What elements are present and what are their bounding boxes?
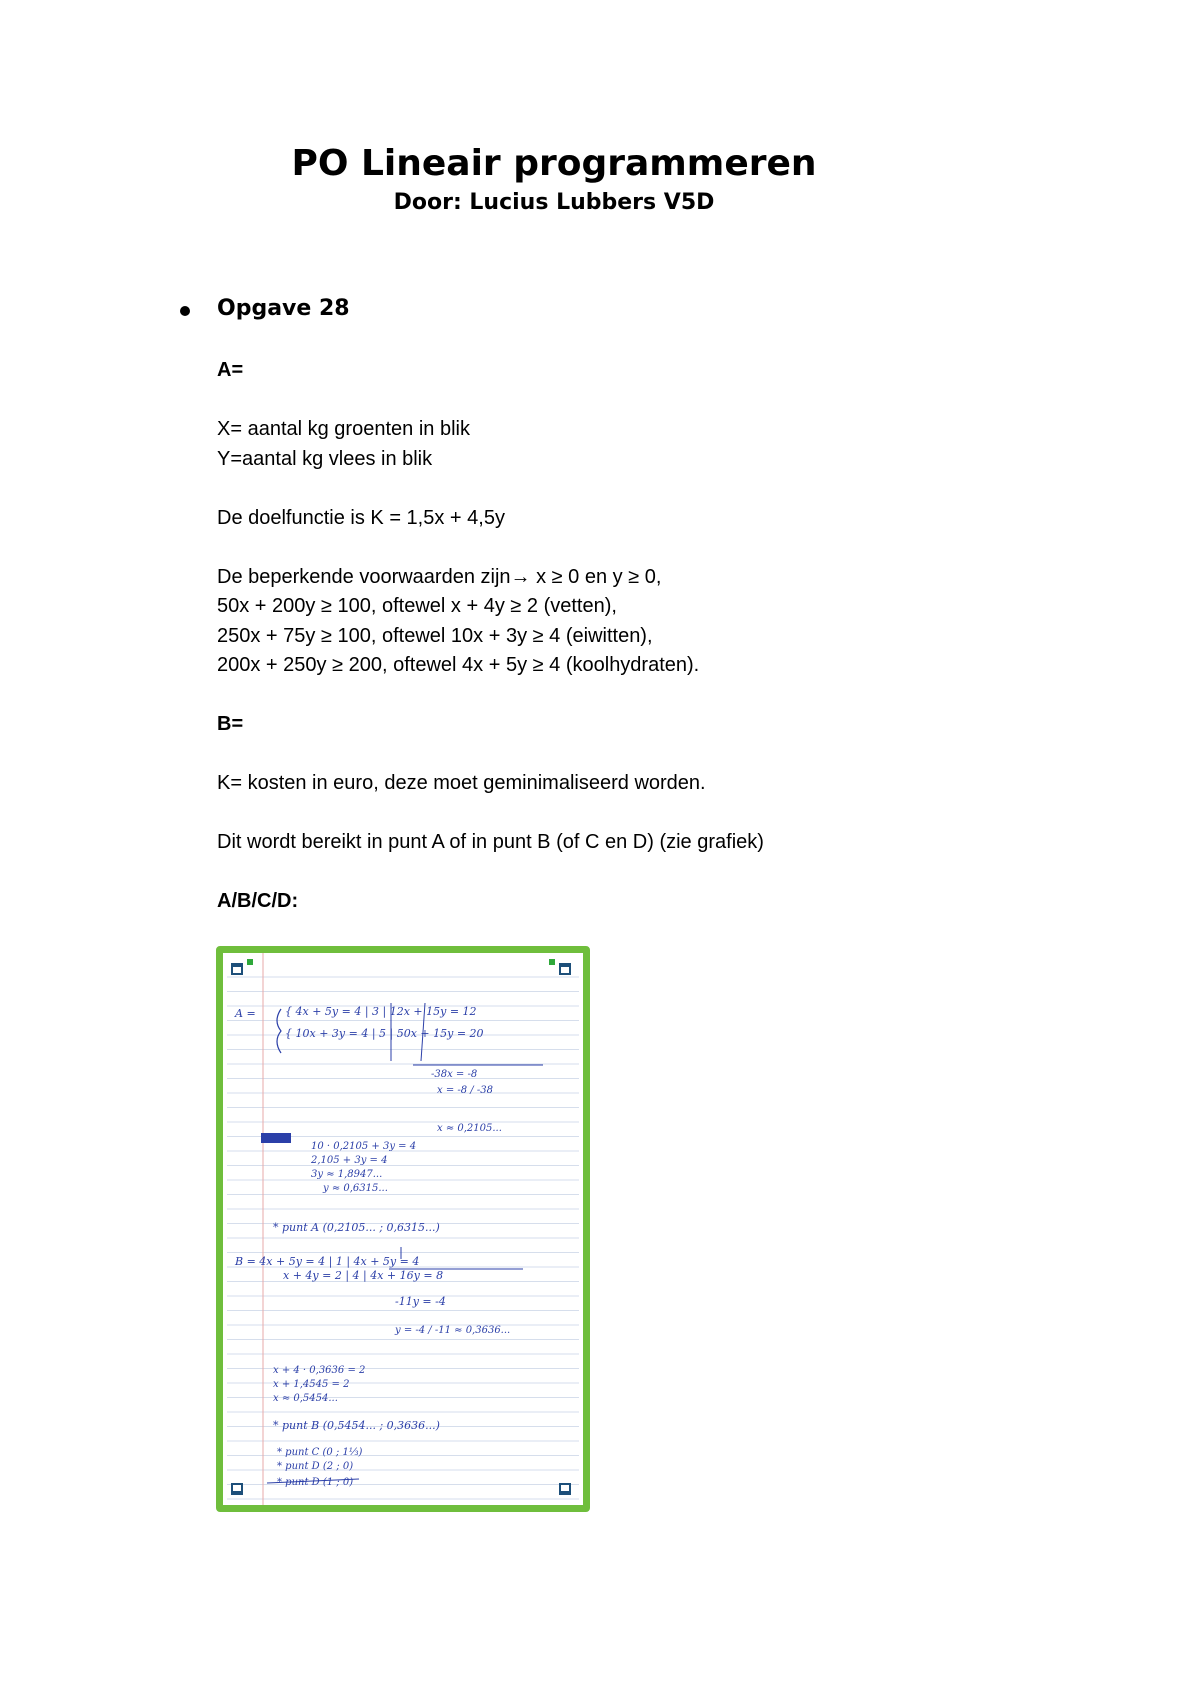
handwritten-line: 10 · 0,2105 + 3y = 4 xyxy=(311,1141,417,1152)
handwritten-line: * punt B (0,5454... ; 0,3636...) xyxy=(273,1419,440,1432)
y-definition: Y=aantal kg vlees in blik xyxy=(217,447,433,470)
objective-function: De doelfunctie is K = 1,5x + 4,5y xyxy=(217,506,505,529)
section-heading: Opgave 28 xyxy=(217,296,350,321)
handwritten-line: A = xyxy=(235,1007,256,1020)
document-title: PO Lineair programmeren xyxy=(291,143,817,184)
k-definition: K= kosten in euro, deze moet geminimaliseerd worden. xyxy=(217,772,706,794)
handwritten-line: 2,105 + 3y = 4 xyxy=(311,1155,388,1166)
handwritten-line: B = 4x + 5y = 4 | 1 | 4x + 5y = 4 xyxy=(235,1255,420,1268)
handwritten-line: y = -4 / -11 ≈ 0,3636... xyxy=(395,1325,511,1336)
bullet-icon xyxy=(180,306,190,316)
handwritten-line: x = -8 / -38 xyxy=(437,1085,493,1096)
handwritten-line: { 4x + 5y = 4 | 3 | 12x + 15y = 12 xyxy=(285,1005,477,1018)
handwritten-scan-image xyxy=(216,946,590,1512)
section-body xyxy=(217,356,1077,917)
constraint-line: 50x + 200y ≥ 100, oftewel x + 4y ≥ 2 (vetten), xyxy=(217,595,617,617)
handwritten-line: * punt A (0,2105... ; 0,6315...) xyxy=(273,1221,440,1234)
handwritten-line: -38x = -8 xyxy=(431,1069,478,1080)
handwritten-line: x + 4 · 0,3636 = 2 xyxy=(273,1365,366,1376)
handwritten-line: * punt D (2 ; 0) xyxy=(277,1461,354,1472)
handwritten-line: x ≈ 0,2105... xyxy=(437,1123,502,1134)
constraint-line: De beperkende voorwaarden zijn→ x ≥ 0 en y ≥ 0, xyxy=(217,565,662,588)
handwritten-line: * punt D (1 ; 0) xyxy=(277,1477,354,1488)
handwritten-line: 3y ≈ 1,8947... xyxy=(311,1169,383,1180)
part-b-label: B= xyxy=(217,713,244,735)
handwritten-line: x + 4y = 2 | 4 | 4x + 16y = 8 xyxy=(283,1269,444,1282)
constraint-line: 200x + 250y ≥ 200, oftewel 4x + 5y ≥ 4 (koolhydraten). xyxy=(217,654,700,676)
part-a-label: A= xyxy=(217,359,244,381)
handwritten-line: x + 1,4545 = 2 xyxy=(273,1379,350,1390)
constraint-line: 250x + 75y ≥ 100, oftewel 10x + 3y ≥ 4 (eiwitten), xyxy=(217,624,653,647)
handwritten-line: -11y = -4 xyxy=(395,1295,446,1308)
handwritten-line: { 10x + 3y = 4 | 5 | 50x + 15y = 20 xyxy=(285,1027,484,1040)
reached-text: Dit wordt bereikt in punt A of in punt B (of C en D) (zie grafiek) xyxy=(217,831,764,853)
handwritten-line: y ≈ 0,6315... xyxy=(323,1183,388,1194)
document-subtitle: Door: Lucius Lubbers V5D xyxy=(393,190,715,215)
handwritten-line: * punt C (0 ; 1⅓) xyxy=(277,1447,363,1458)
handwritten-line: x ≈ 0,5454... xyxy=(273,1393,338,1404)
abcd-label: A/B/C/D: xyxy=(217,890,299,912)
scan-svg xyxy=(223,953,583,1505)
x-definition: X= aantal kg groenten in blik xyxy=(217,418,470,440)
title-block xyxy=(0,140,1108,218)
